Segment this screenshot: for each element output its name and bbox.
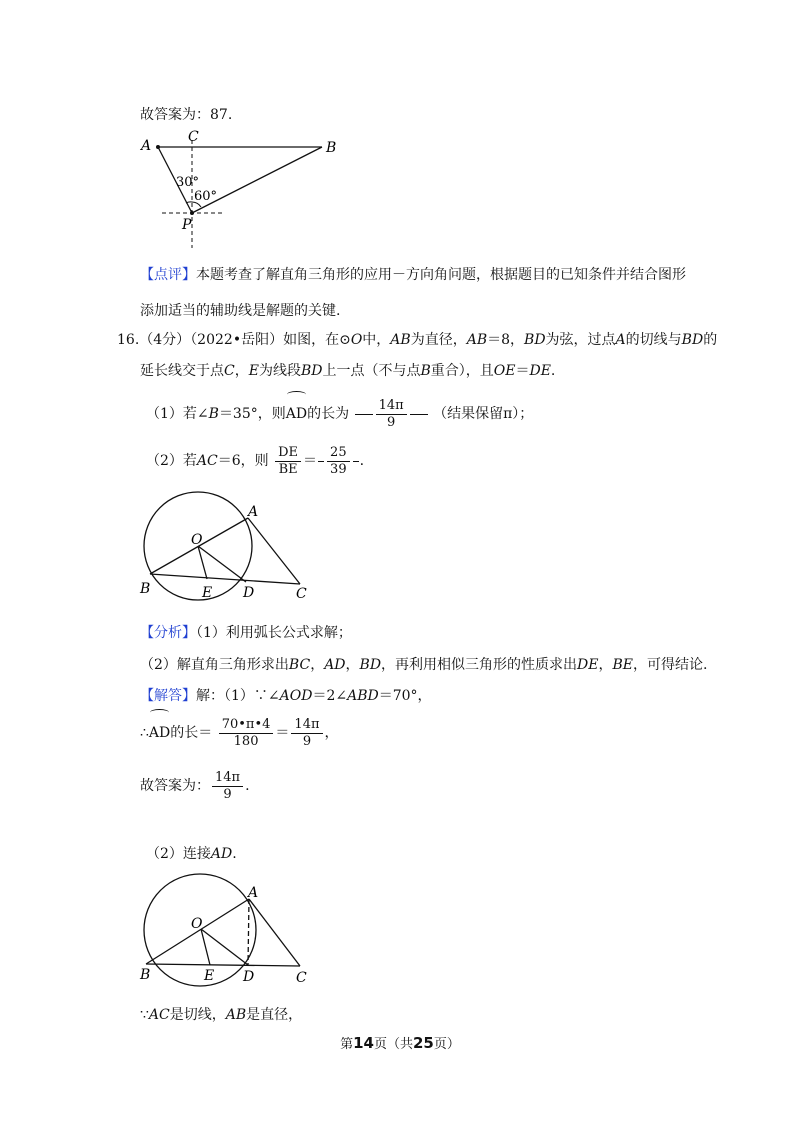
solution-line-2: ∴AD的长＝ $\frac{70•\pi•4}{180}$ ＝ $\frac{14\pi}{9}$ ， [140,714,339,752]
fig3-C: C [296,970,307,986]
final-answer-fraction: $\frac{14\pi}{9}$ [212,770,243,803]
q16-part-2: （2）若AC＝6，则 $\frac{DE}{BE}$ ＝ $\frac{25}{39}$ . [146,444,365,477]
q16-line-2: 延长线交于点C，E为线段BD上一点（不与点B重合），且OE＝DE. [140,363,556,379]
answer-fraction-1: $\frac{14\pi}{9}$ [376,398,407,431]
analysis-tag: 【分析】 [140,625,196,641]
fig2-O: O [191,532,203,548]
fig2-E: E [202,585,213,601]
review-tag: 【点评】 [140,267,196,283]
fig2-A: A [248,504,259,520]
arc-formula-fraction: $\frac{70•\pi•4}{180}$ [219,717,274,750]
review-line-2: 添加适当的辅助线是解题的关键. [140,303,341,319]
solution-line-1: 【解答】解：（1）∵∠AOD＝2∠ABD＝70°， [140,688,432,704]
analysis-line-2: （2）解直角三角形求出BC，AD，BD，再利用相似三角形的性质求出DE，BE，可得结论. [140,657,708,673]
circle-figure-1 [130,490,320,610]
arc-result-fraction: $\frac{14\pi}{9}$ [291,717,322,750]
angle-60: 60° [194,189,218,204]
solution-tag: 【解答】 [140,688,196,704]
review-line-1: 【点评】本题考查了解直角三角形的应用－方向角问题，根据题目的已知条件并结合图形 [140,267,686,283]
arc-AD: AD [286,396,307,432]
solution-answer: 故答案为： $\frac{14\pi}{9}$ . [140,769,250,802]
label-A: A [141,138,152,154]
fig3-E: E [204,968,215,984]
circle-figure-2 [130,870,320,990]
fig2-B: B [140,581,151,597]
q16-line-1: 16.（4分）（2022•岳阳）如图，在⊙O中，AB为直径，AB＝8，BD为弦，过点A的切线与BD的 [117,332,718,348]
fig3-D: D [243,969,255,985]
label-C: C [188,129,199,145]
page-total: 25 [413,1034,434,1052]
fig3-A: A [248,885,259,901]
angle-30: 30° [176,175,200,190]
label-B: B [326,140,337,156]
label-P: P [182,217,192,233]
q16-part-1: （1）若∠B＝35°，则AD的长为 $\frac{14\pi}{9}$ （结果保留π）； [146,396,533,432]
page-footer: 第14页（共25页） [340,1034,460,1052]
ratio-fraction: $\frac{DE}{BE}$ [275,445,301,478]
fig3-O: O [191,916,203,932]
solution-part-2: （2）连接AD. [146,846,237,862]
page-number: 14 [353,1034,374,1052]
fig2-C: C [296,586,307,602]
solution-last-line: ∵AC是切线，AB是直径， [140,1007,303,1023]
direction-angle-figure [130,128,350,258]
fig3-B: B [140,967,151,983]
fig2-D: D [243,585,255,601]
answer-fraction-2: $\frac{25}{39}$ [327,445,350,478]
answer-line: 故答案为：87. [140,107,233,123]
analysis-line-1: 【分析】（1）利用弧长公式求解； [140,625,352,641]
